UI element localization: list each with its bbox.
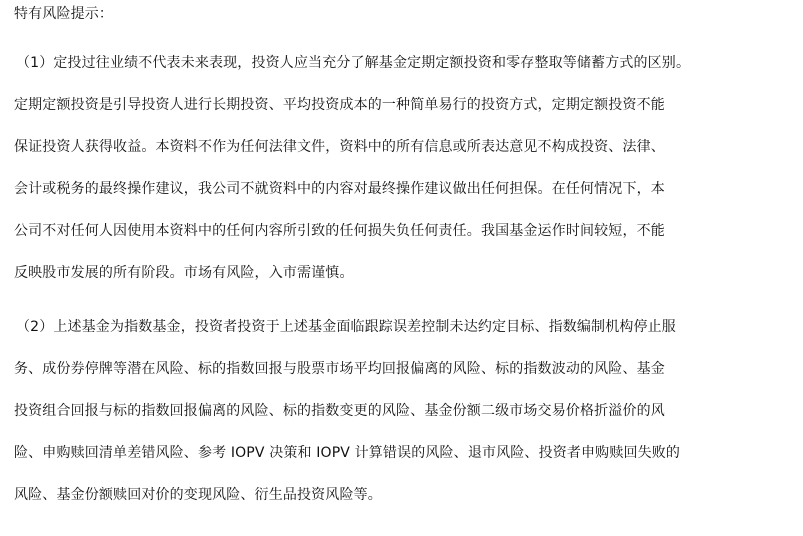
paragraph-line-6: 反映股市发展的所有阶段。市场有风险，入市需谨慎。	[14, 265, 354, 281]
paragraph-line-9: 投资组合回报与标的指数回报偏离的风险、标的指数变更的风险、基金份额二级市场交易价格折溢价的风	[14, 403, 665, 419]
paragraph-line-3: 保证投资人获得收益。本资料不作为任何法律文件，资料中的所有信息或所表达意见不构成投资、法律、	[14, 139, 665, 155]
paragraph-line-8: 务、成份券停牌等潜在风险、标的指数回报与股票市场平均回报偏离的风险、标的指数波动的风险、基金	[14, 361, 665, 377]
heading: 特有风险提示：	[14, 6, 114, 22]
paragraph-line-7: （2）上述基金为指数基金，投资者投资于上述基金面临跟踪误差控制未达约定目标、指数编制机构停止服	[16, 319, 676, 335]
paragraph-line-5: 公司不对任何人因使用本资料中的任何内容所引致的任何损失负任何责任。我国基金运作时间较短，不能	[14, 223, 665, 239]
paragraph-line-11: 风险、基金份额赎回对价的变现风险、衍生品投资风险等。	[14, 487, 382, 503]
paragraph-line-4: 会计或税务的最终操作建议，我公司不就资料中的内容对最终操作建议做出任何担保。在任何情况下，本	[14, 181, 665, 197]
paragraph-line-1: （1）定投过往业绩不代表未来表现，投资人应当充分了解基金定期定额投资和零存整取等储蓄方式的区别。	[16, 55, 691, 71]
paragraph-line-2: 定期定额投资是引导投资人进行长期投资、平均投资成本的一种简单易行的投资方式，定期定额投资不能	[14, 97, 665, 113]
paragraph-line-10: 险、申购赎回清单差错风险、参考 IOPV 决策和 IOPV 计算错误的风险、退市风险、投资者申购赎回失败的	[14, 445, 681, 461]
